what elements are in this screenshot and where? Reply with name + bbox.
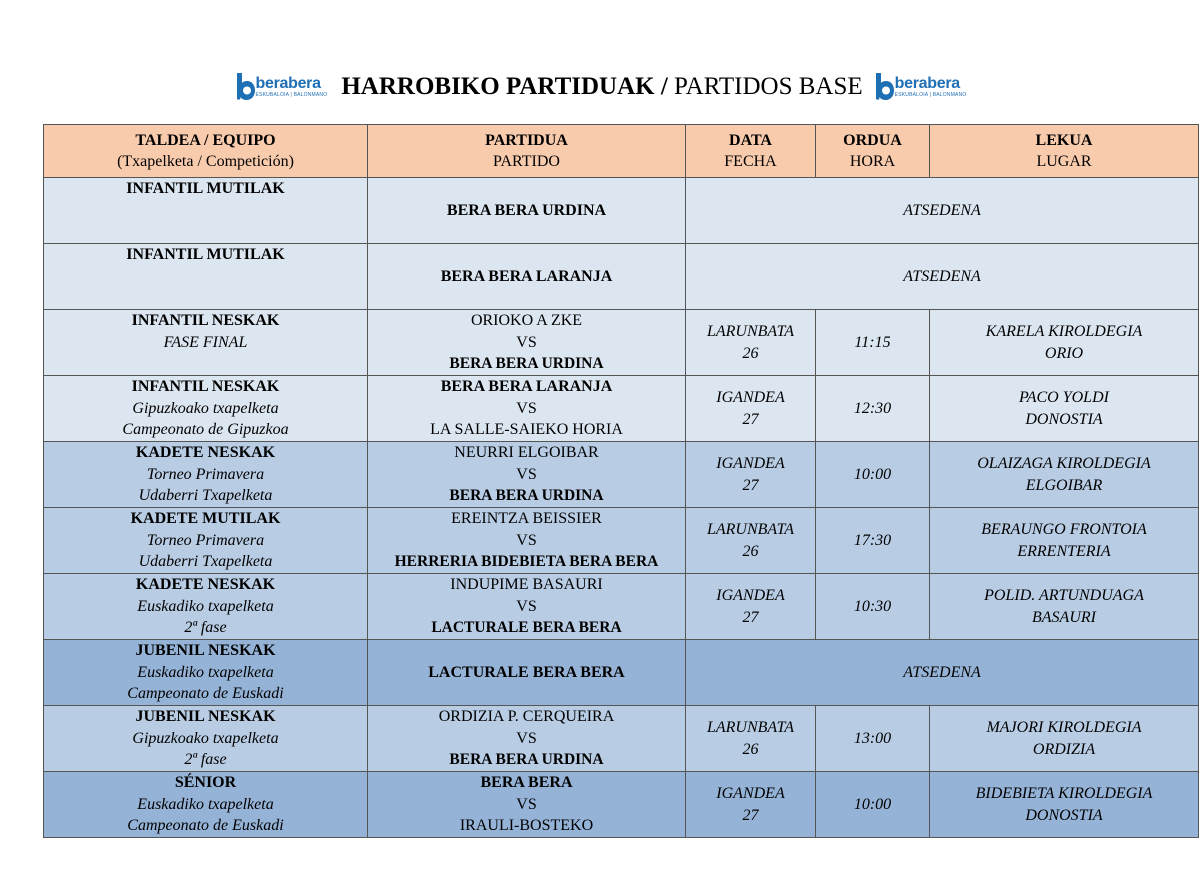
venue-cell (930, 310, 1199, 376)
team-category: INFANTIL MUTILAK (126, 246, 285, 263)
venue-town: ORIO (1044, 344, 1084, 362)
col-header-time: ORDUA HORA (816, 125, 930, 178)
match-cell (368, 310, 686, 376)
date-cell (686, 706, 816, 772)
venue-cell (930, 442, 1199, 508)
time-cell: 10:30 (816, 574, 930, 640)
team-cell (44, 442, 368, 508)
competition-line: FASE FINAL (163, 333, 248, 351)
logo-subtitle: ESKUBALOIA | BALONMANO (255, 91, 328, 98)
team-cell (44, 178, 368, 244)
berabera-b-icon (873, 73, 894, 101)
match-cell (368, 706, 686, 772)
away-team: LA SALLE-SAIEKO HORIA (430, 421, 623, 439)
vs-label: VS (516, 465, 537, 483)
venue-name: PACO YOLDI (1019, 389, 1109, 406)
away-team: BERA BERA URDINA (449, 751, 604, 769)
vs-label: VS (516, 729, 537, 747)
berabera-logo-left (234, 73, 328, 101)
weekday: LARUNBATA (706, 719, 795, 736)
weekday: IGANDEA (716, 587, 785, 604)
date-cell (686, 442, 816, 508)
venue-name: BERAUNGO FRONTOIA (981, 521, 1147, 538)
bera-team: LACTURALE BERA BERA (428, 663, 625, 681)
match-cell (368, 772, 686, 838)
team-cell (44, 574, 368, 640)
table-row (44, 178, 1199, 244)
date-cell (686, 310, 816, 376)
title-bold: HARROBIKO PARTIDUAK / (341, 73, 668, 100)
venue-town: ELGOIBAR (1025, 476, 1103, 494)
team-category: INFANTIL NESKAK (131, 312, 280, 329)
time-cell: 17:30 (816, 508, 930, 574)
table-row (44, 508, 1199, 574)
venue-cell (930, 508, 1199, 574)
day-number: 27 (742, 476, 759, 494)
team-category: JUBENIL NESKAK (135, 642, 276, 659)
team-cell (44, 508, 368, 574)
venue-cell (930, 772, 1199, 838)
competition-line: 2ª fase (184, 751, 227, 768)
venue-cell (930, 376, 1199, 442)
team-category: KADETE NESKAK (135, 444, 276, 461)
weekday: LARUNBATA (706, 521, 795, 538)
match-cell (368, 178, 686, 244)
title-regular: PARTIDOS BASE (674, 73, 863, 100)
table-row (44, 574, 1199, 640)
competition-line: Udaberri Txapelketa (138, 487, 273, 504)
day-number: 27 (742, 806, 759, 824)
team-category: INFANTIL MUTILAK (126, 180, 285, 197)
away-team: HERRERIA BIDEBIETA BERA BERA (394, 553, 659, 571)
logo-name: berabera (894, 74, 960, 92)
team-cell (44, 772, 368, 838)
team-category: KADETE MUTILAK (130, 510, 281, 527)
weekday: IGANDEA (716, 389, 785, 406)
team-category: KADETE NESKAK (135, 576, 276, 593)
weekday: IGANDEA (716, 785, 785, 802)
table-row (44, 376, 1199, 442)
time-cell: 13:00 (816, 706, 930, 772)
venue-name: POLID. ARTUNDUAGA (984, 587, 1144, 604)
away-team: BERA BERA URDINA (449, 355, 604, 373)
venue-cell (930, 574, 1199, 640)
time-cell: 10:00 (816, 442, 930, 508)
team-category: JUBENIL NESKAK (135, 708, 276, 725)
competition-line: Campeonato de Gipuzkoa (122, 421, 289, 438)
table-row (44, 706, 1199, 772)
competition-line: Torneo Primavera (146, 465, 265, 483)
match-cell (368, 640, 686, 706)
logo-name: berabera (255, 74, 321, 92)
col-header-venue: LEKUA LUGAR (930, 125, 1199, 178)
venue-name: MAJORI KIROLDEGIA (986, 719, 1142, 736)
team-cell (44, 244, 368, 310)
page-title (341, 73, 862, 101)
venue-town: BASAURI (1032, 608, 1096, 626)
match-cell (368, 574, 686, 640)
day-number: 26 (742, 740, 759, 758)
home-team: NEURRI ELGOIBAR (454, 444, 599, 462)
date-cell (686, 508, 816, 574)
venue-name: BIDEBIETA KIROLDEGIA (975, 785, 1153, 802)
venue-town: ERRENTERIA (1017, 542, 1111, 560)
home-team: ORDIZIA P. CERQUEIRA (438, 708, 615, 726)
vs-label: VS (516, 597, 537, 615)
day-number: 26 (742, 542, 759, 560)
col-header-team: TALDEA / EQUIPO (Txapelketa / Competición) (44, 125, 368, 178)
bera-team: BERA BERA LARANJA (440, 267, 613, 285)
table-row (44, 640, 1199, 706)
day-number: 27 (742, 410, 759, 428)
date-cell (686, 376, 816, 442)
date-cell (686, 772, 816, 838)
rest-cell: ATSEDENA (686, 244, 1199, 310)
time-cell: 11:15 (816, 310, 930, 376)
page-header (0, 62, 1200, 112)
berabera-b-icon (234, 73, 255, 101)
rest-cell: ATSEDENA (686, 640, 1199, 706)
away-team: BERA BERA URDINA (449, 487, 604, 505)
vs-label: VS (516, 333, 537, 351)
competition-line: Euskadiko txapelketa (137, 663, 274, 681)
logo-subtitle: ESKUBALOIA | BALONMANO (894, 91, 967, 98)
rest-cell: ATSEDENA (686, 178, 1199, 244)
team-category: INFANTIL NESKAK (131, 378, 280, 395)
competition-line: 2ª fase (184, 619, 227, 636)
competition-line: Gipuzkoako txapelketa (132, 399, 279, 417)
competition-line: Euskadiko txapelketa (137, 795, 274, 813)
weekday: LARUNBATA (706, 323, 795, 340)
col-header-match: PARTIDUA PARTIDO (368, 125, 686, 178)
vs-label: VS (516, 531, 537, 549)
venue-town: DONOSTIA (1025, 806, 1103, 824)
venue-name: OLAIZAGA KIROLDEGIA (977, 455, 1151, 472)
competition-line: Euskadiko txapelketa (137, 597, 274, 615)
day-number: 26 (742, 344, 759, 362)
team-cell (44, 310, 368, 376)
away-team: IRAULI-BOSTEKO (459, 817, 594, 835)
venue-cell (930, 706, 1199, 772)
competition-line: Udaberri Txapelketa (138, 553, 273, 570)
matches-table (43, 124, 1199, 838)
venue-town: ORDIZIA (1032, 740, 1096, 758)
team-cell (44, 640, 368, 706)
table-row (44, 772, 1199, 838)
table-header-row (44, 125, 1199, 178)
competition-line: Torneo Primavera (146, 531, 265, 549)
match-cell (368, 244, 686, 310)
col-header-date: DATA FECHA (686, 125, 816, 178)
away-team: LACTURALE BERA BERA (431, 619, 622, 637)
home-team: BERA BERA (480, 774, 573, 792)
venue-name: KARELA KIROLDEGIA (985, 323, 1143, 340)
competition-line: Campeonato de Euskadi (127, 817, 284, 834)
bera-team: BERA BERA URDINA (446, 201, 607, 219)
day-number: 27 (742, 608, 759, 626)
venue-town: DONOSTIA (1025, 410, 1103, 428)
table-row (44, 244, 1199, 310)
time-cell: 10:00 (816, 772, 930, 838)
date-cell (686, 574, 816, 640)
team-category: SÉNIOR (174, 774, 237, 791)
home-team: ORIOKO A ZKE (470, 312, 583, 330)
competition-line: Gipuzkoako txapelketa (132, 729, 279, 747)
weekday: IGANDEA (716, 455, 785, 472)
berabera-logo-right (873, 73, 967, 101)
match-cell (368, 376, 686, 442)
team-cell (44, 376, 368, 442)
vs-label: VS (516, 399, 537, 417)
home-team: INDUPIME BASAURI (450, 576, 603, 594)
table-row (44, 442, 1199, 508)
home-team: BERA BERA LARANJA (440, 378, 613, 396)
table-row (44, 310, 1199, 376)
competition-line: Campeonato de Euskadi (127, 685, 284, 702)
home-team: EREINTZA BEISSIER (451, 510, 602, 528)
time-cell: 12:30 (816, 376, 930, 442)
vs-label: VS (516, 795, 537, 813)
team-cell (44, 706, 368, 772)
match-cell (368, 508, 686, 574)
match-cell (368, 442, 686, 508)
